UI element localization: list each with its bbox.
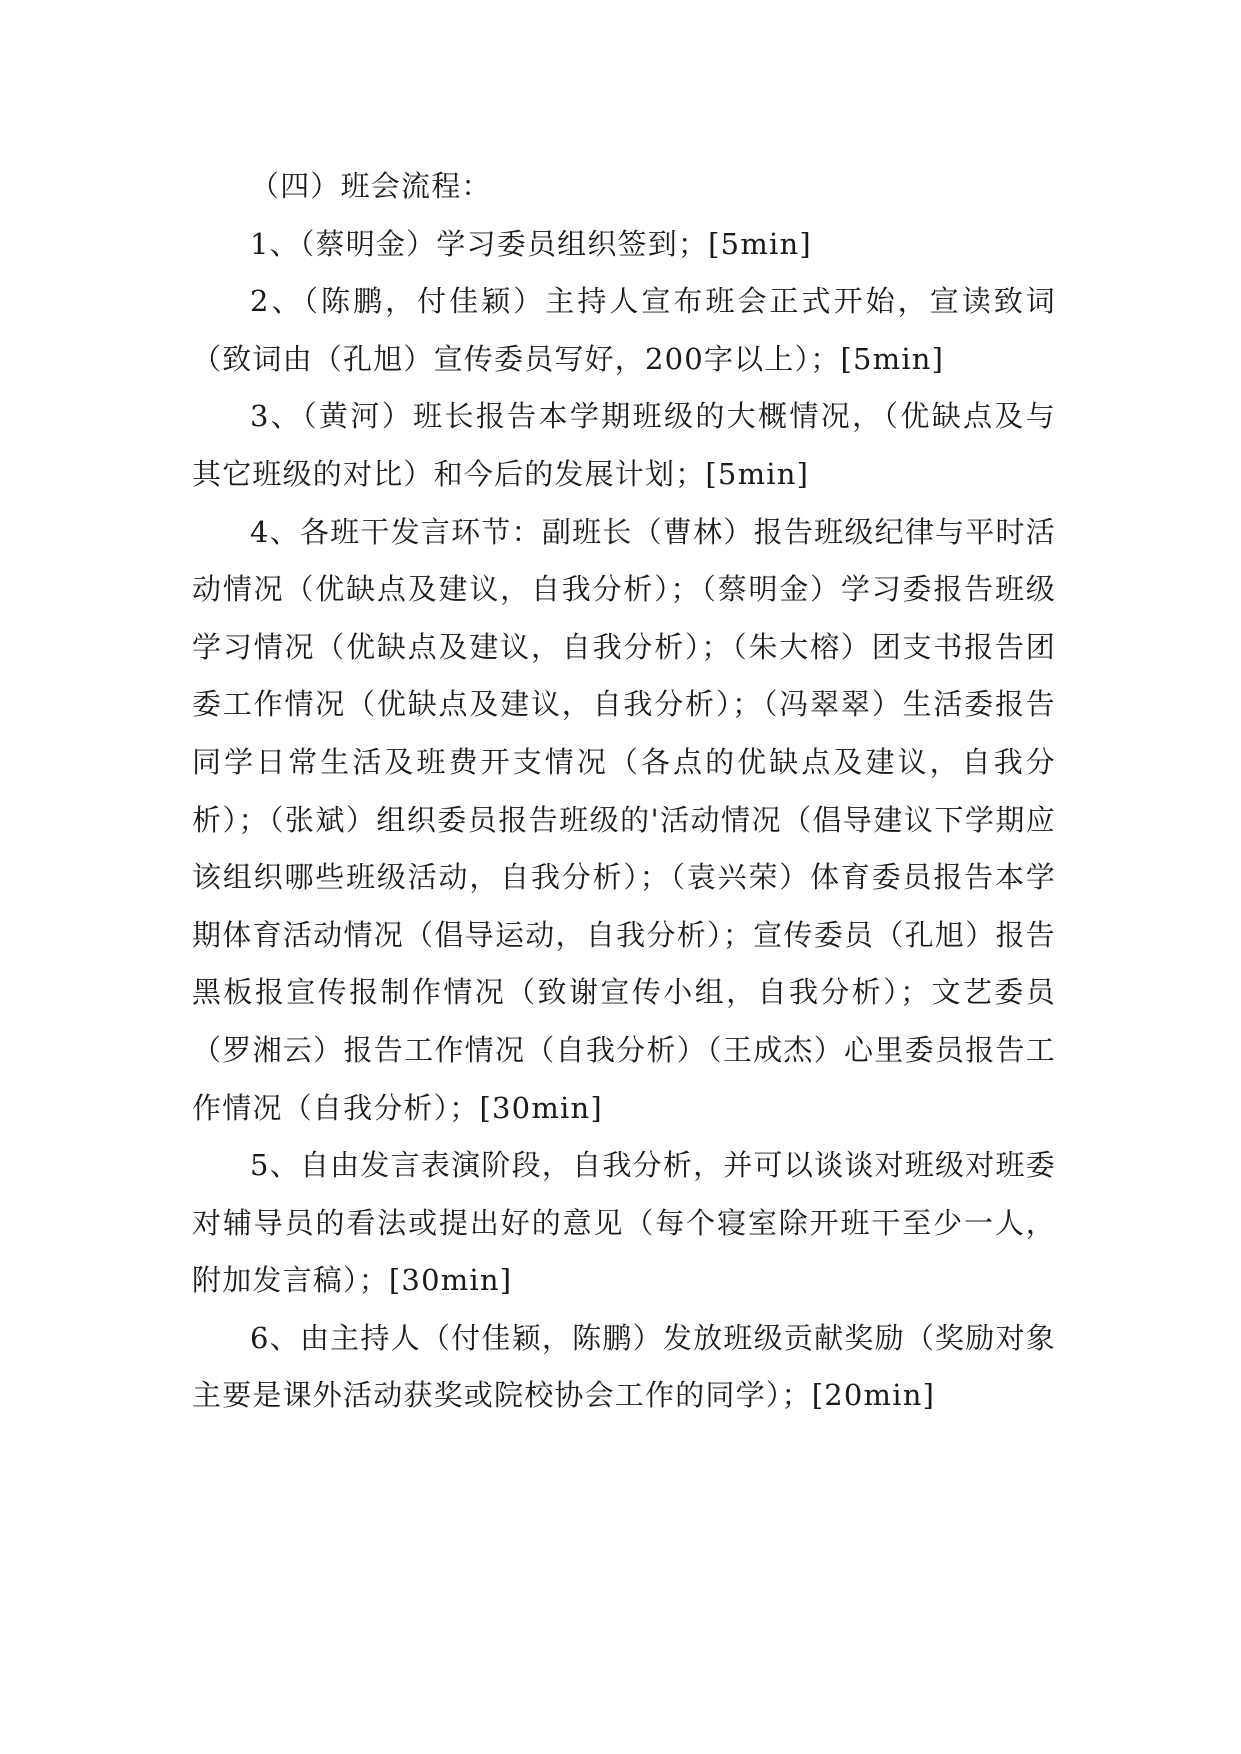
list-item: 3、（黄河）班长报告本学期班级的大概情况，（优缺点及与其它班级的对比）和今后的发展计划；[5min] bbox=[192, 399, 1056, 491]
document-body bbox=[192, 158, 1056, 1425]
list-item: 1、（蔡明金）学习委员组织签到；[5min] bbox=[250, 226, 812, 261]
section-heading: （四）班会流程： bbox=[250, 169, 492, 203]
list-item: 2、（陈鹏，付佳颖）主持人宣布班会正式开始，宣读致词（致词由（孔旭）宣传委员写好，200字以上）；[5min] bbox=[192, 284, 1056, 376]
list-item: 4、各班干发言环节：副班长（曹林）报告班级纪律与平时活动情况（优缺点及建议，自我分析）；（蔡明金）学习委报告班级学习情况（优缺点及建议，自我分析）；（朱大榕）团支书报告团委工作情况（优缺点及建议，自我分析）；（冯翠翠）生活委报告同学日常生活及班费开支情况（各点的优缺点及建议，自我分析）；（张斌）组织委员报告班级的'活动情况（倡导建议下学期应该组织哪些班级活动，自我分析）；（袁兴荣）体育委员报告本学期体育活动情况（倡导运动，自我分析）；宣传委员（孔旭）报告黑板报宣传报制作情况（致谢宣传小组，自我分析）；文艺委员（罗湘云）报告工作情况（自我分析）（王成杰）心里委员报告工作情况（自我分析）；[30min] bbox=[192, 514, 1056, 1125]
list-item: 6、由主持人（付佳颖，陈鹏）发放班级贡献奖励（奖励对象主要是课外活动获奖或院校协会工作的同学）；[20min] bbox=[192, 1320, 1056, 1413]
list-item: 5、自由发言表演阶段，自我分析，并可以谈谈对班级对班委对辅导员的看法或提出好的意见（每个寝室除开班干至少一人，附加发言稿）；[30min] bbox=[192, 1148, 1056, 1298]
